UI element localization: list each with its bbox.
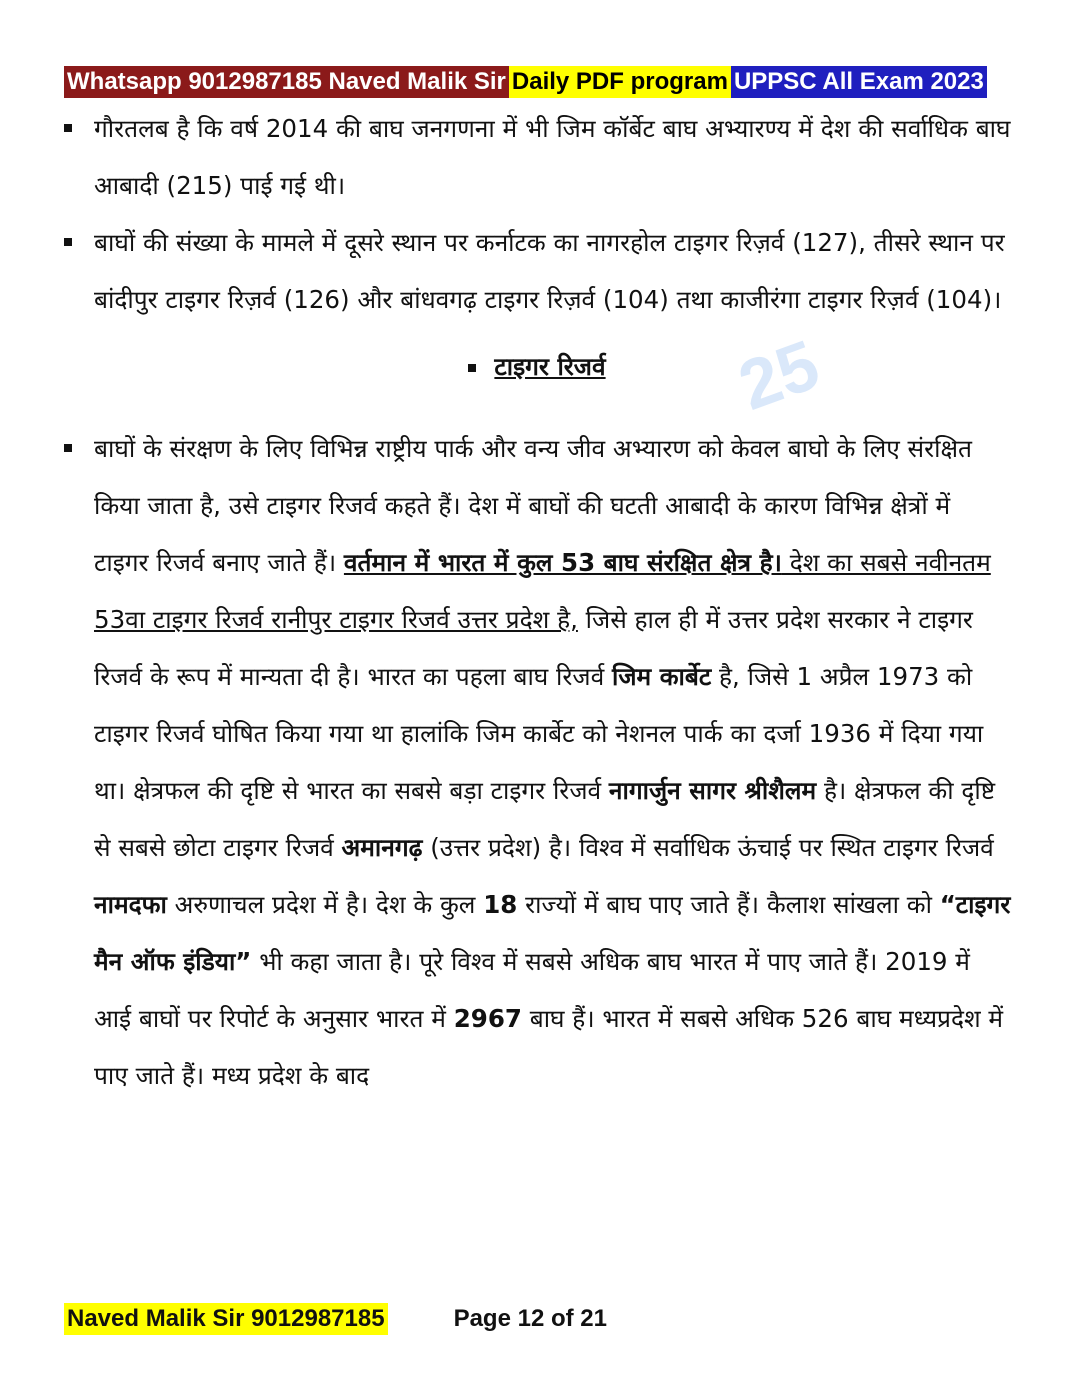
p3-state-count: 18: [483, 890, 518, 919]
p3-tiger-man: “टाइगर मैन ऑफ इंडिया”: [94, 890, 1011, 976]
page-footer: [64, 1303, 607, 1335]
watermark: 25: [729, 325, 829, 425]
section-heading-text: टाइगर रिजर्व: [494, 352, 606, 381]
header-exam: UPPSC All Exam 2023: [731, 66, 987, 98]
p3-largest-reserve: नागार्जुन सागर श्रीशैलम: [608, 776, 817, 805]
page-number: Page 12 of 21: [453, 1305, 607, 1332]
p3-smallest-reserve: अमानगढ़: [341, 833, 423, 862]
bullet-paragraph-2: बाघों की संख्या के मामले में दूसरे स्थान पर कर्नाटक का नागरहोल टाइगर रिज़र्व (127), तीसरे स्थान पर बांदीपुर टाइगर रिज़र्व (126) और बांधवगढ़ टाइगर रिज़र्व (104) तथा काजीरंगा टाइगर रिज़र्व (104)।: [62, 214, 1012, 328]
p3-first-reserve: जिम कार्बेट: [612, 662, 712, 691]
document-body: [62, 100, 1012, 1104]
p3-text-1: बाघों के संरक्षण के लिए विभिन्न राष्ट्रीय पार्क और वन्य जीव अभ्यारण को केवल बाघो के लिए संरक्षित किया जाता है, उसे टाइगर रिजर्व कहते हैं। देश में बाघों की घटती आबादी के कारण विभिन्न क्षेत्रों में टाइगर रिजर्व बनाए जाते हैं।: [94, 434, 972, 577]
p3-highest-reserve: नामदफा: [94, 890, 167, 919]
section-heading: [62, 338, 1012, 395]
page-header: [64, 66, 987, 98]
p3-tiger-count: 2967: [453, 1004, 522, 1033]
p3-text-8: भी कहा जाता है। पूरे विश्व में सबसे अधिक बाघ भारत में पाए जाते हैं। 2019 में आई बाघों पर रिपोर्ट के अनुसार भारत में: [94, 947, 970, 1033]
p3-text-6: अरुणाचल प्रदेश में है। देश के कुल: [166, 890, 484, 919]
p3-text-2: जिसे हाल ही में उत्तर प्रदेश सरकार ने टाइगर रिजर्व के रूप में मान्यता दी है। भारत का पहला बाघ रिजर्व: [94, 605, 973, 691]
bullet-paragraph-1: गौरतलब है कि वर्ष 2014 की बाघ जनगणना में भी जिम कॉर्बेट बाघ अभ्यारण्य में देश की सर्वाधिक बाघ आबादी (215) पाई गई थी।: [62, 100, 1012, 214]
p3-text-5: (उत्तर प्रदेश) है। विश्व में सर्वाधिक ऊंचाई पर स्थित टाइगर रिजर्व: [422, 833, 994, 862]
header-contact: Whatsapp 9012987185 Naved Malik Sir: [64, 66, 509, 98]
p3-text-7: राज्यों में बाघ पाए जाते हैं। कैलाश सांखला को: [517, 890, 940, 919]
p3-newest-reserve: देश का सबसे नवीनतम 53वा टाइगर रिजर्व रानीपुर टाइगर रिजर्व उत्तर प्रदेश है,: [94, 548, 991, 634]
header-program: Daily PDF program: [509, 66, 731, 98]
p3-total-reserves: वर्तमान में भारत में कुल 53 बाघ संरक्षित क्षेत्र है।: [343, 548, 782, 577]
p3-text-9: बाघ हैं। भारत में सबसे अधिक 526 बाघ मध्यप्रदेश में पाए जाते हैं। मध्य प्रदेश के बाद: [94, 1004, 1004, 1090]
footer-name: Naved Malik Sir 9012987185: [64, 1303, 388, 1335]
p3-text-4: है। क्षेत्रफल की दृष्टि से सबसे छोटा टाइगर रिजर्व: [94, 776, 996, 862]
p3-text-3: है, जिसे 1 अप्रैल 1973 को टाइगर रिजर्व घोषित किया गया था हालांकि जिम कार्बेट को नेशनल पार्क का दर्जा 1936 में दिया गया था। क्षेत्रफल की दृष्टि से भारत का सबसे बड़ा टाइगर रिजर्व: [94, 662, 984, 805]
bullet-icon: [468, 364, 476, 372]
bullet-paragraph-3: [62, 420, 1012, 1104]
